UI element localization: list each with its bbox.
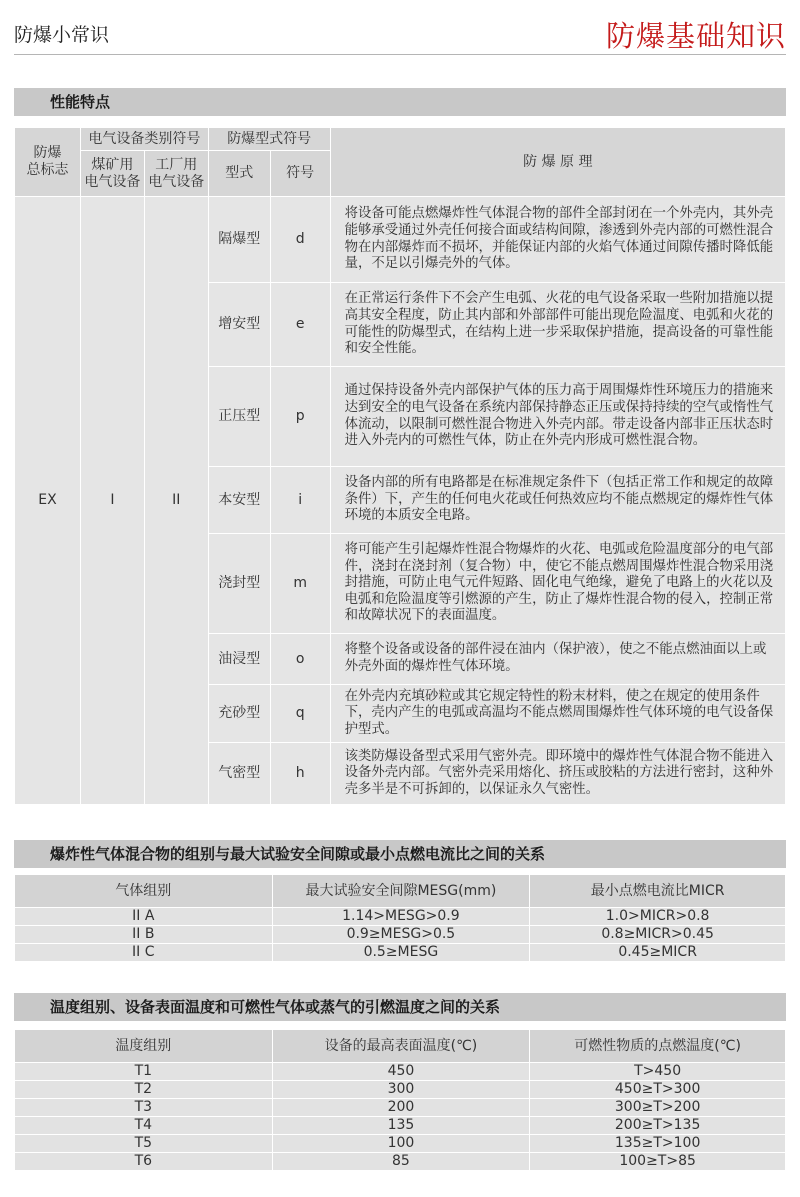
mining-value: I: [80, 197, 144, 805]
table-row: [15, 944, 786, 962]
header-mark: 防爆 总标志: [15, 128, 81, 197]
table-row: [15, 1117, 786, 1135]
principle-cell: 该类防爆设备型式采用气密外壳。即环境中的爆炸性气体混合物不能进入设备外壳内部。气密外壳采用熔化、挤压或胶粘的方法进行密封，这种外壳多半是不可拆卸的，以保证永久气密性。: [330, 743, 785, 805]
header-left-title: 防爆小常识: [14, 24, 110, 46]
gas-header-group: 气体组别: [15, 875, 273, 908]
table-row: [15, 1153, 786, 1171]
header-mining: 煤矿用 电气设备: [80, 151, 144, 197]
symbol-cell: i: [270, 467, 330, 534]
type-cell: 油浸型: [208, 634, 270, 685]
table-cell: 100≥T>85: [530, 1153, 786, 1171]
table-cell: 0.9≥MESG>0.5: [272, 926, 530, 944]
gas-group-table: [14, 874, 786, 962]
table-cell: 200≥T>135: [530, 1117, 786, 1135]
header-principle: 防 爆 原 理: [330, 128, 785, 197]
table-cell: T2: [15, 1081, 273, 1099]
table-row: [15, 1135, 786, 1153]
temp-header-surface: 设备的最高表面温度(℃): [272, 1030, 530, 1063]
header-divider: [14, 54, 786, 55]
mark-value: EX: [15, 197, 81, 805]
table-cell: T>450: [530, 1063, 786, 1081]
principle-cell: 将整个设备或设备的部件浸在油内（保护液），使之不能点燃油面以上或外壳外面的爆炸性气体环境。: [330, 634, 785, 685]
symbol-cell: e: [270, 283, 330, 367]
symbol-cell: m: [270, 534, 330, 634]
temperature-table: [14, 1029, 786, 1171]
table-row: [15, 1081, 786, 1099]
table-cell: 450: [272, 1063, 530, 1081]
symbol-cell: o: [270, 634, 330, 685]
type-cell: 正压型: [208, 367, 270, 467]
section3-title: 温度组别、设备表面温度和可燃性气体或蒸气的引燃温度之间的关系: [14, 993, 786, 1021]
table-cell: 300≥T>200: [530, 1099, 786, 1117]
symbol-cell: h: [270, 743, 330, 805]
header-factory: 工厂用 电气设备: [144, 151, 208, 197]
table-cell: 450≥T>300: [530, 1081, 786, 1099]
table-cell: 1.0>MICR>0.8: [530, 908, 786, 926]
type-cell: 隔爆型: [208, 197, 270, 283]
gas-header-micr: 最小点燃电流比MICR: [530, 875, 786, 908]
table-row: [15, 1099, 786, 1117]
table-cell: T5: [15, 1135, 273, 1153]
header-category-group: 电气设备类别符号: [80, 128, 208, 151]
gas-header-mesg: 最大试验安全间隙MESG(mm): [272, 875, 530, 908]
type-cell: 充砂型: [208, 685, 270, 743]
table-cell: 300: [272, 1081, 530, 1099]
symbol-cell: p: [270, 367, 330, 467]
type-cell: 浇封型: [208, 534, 270, 634]
header-right-title: 防爆基础知识: [605, 19, 786, 53]
table-cell: II A: [15, 908, 273, 926]
table-cell: T1: [15, 1063, 273, 1081]
table-cell: 200: [272, 1099, 530, 1117]
table-cell: T6: [15, 1153, 273, 1171]
header-type-group: 防爆型式符号: [208, 128, 330, 151]
principle-cell: 在正常运行条件下不会产生电弧、火花的电气设备采取一些附加措施以提高其安全程度，防止其内部和外部部件可能出现危险温度、电弧和火花的可能性的防爆型式，在结构上进一步采取保护措施，提高设备的可靠性能和安全性能。: [330, 283, 785, 367]
table-cell: 0.8≥MICR>0.45: [530, 926, 786, 944]
table-cell: II C: [15, 944, 273, 962]
table-cell: II B: [15, 926, 273, 944]
header-type: 型式: [208, 151, 270, 197]
table-cell: T3: [15, 1099, 273, 1117]
table-row: [15, 908, 786, 926]
table-cell: 135≥T>100: [530, 1135, 786, 1153]
temp-header-group: 温度组别: [15, 1030, 273, 1063]
section1-title: 性能特点: [14, 88, 786, 116]
performance-table: [14, 127, 786, 805]
section2-title: 爆炸性气体混合物的组别与最大试验安全间隙或最小点燃电流比之间的关系: [14, 840, 786, 868]
table-row: [15, 1063, 786, 1081]
table-cell: 1.14>MESG>0.9: [272, 908, 530, 926]
table-cell: T4: [15, 1117, 273, 1135]
principle-cell: 在外壳内充填砂粒或其它规定特性的粉末材料，使之在规定的使用条件下，壳内产生的电弧或高温均不能点燃周围爆炸性气体环境的电气设备保护型式。: [330, 685, 785, 743]
table-cell: 135: [272, 1117, 530, 1135]
principle-cell: 设备内部的所有电路都是在标准规定条件下（包括正常工作和规定的故障条件）下，产生的任何电火花或任何热效应均不能点燃规定的爆炸性气体环境的本质安全电路。: [330, 467, 785, 534]
header-symbol: 符号: [270, 151, 330, 197]
type-cell: 增安型: [208, 283, 270, 367]
table-row: [15, 926, 786, 944]
table-cell: 0.45≥MICR: [530, 944, 786, 962]
type-cell: 本安型: [208, 467, 270, 534]
symbol-cell: q: [270, 685, 330, 743]
factory-value: II: [144, 197, 208, 805]
table-cell: 85: [272, 1153, 530, 1171]
principle-cell: 将可能产生引起爆炸性混合物爆炸的火花、电弧或危险温度部分的电气部件，浇封在浇封剂（复合物）中，使它不能点燃周围爆炸性混合物采用浇封措施，可防止电气元件短路、固化电气绝缘，避免了电路上的火花以及电弧和危险温度等引燃源的产生，防止了爆炸性混合物的侵入，控制正常和故障状况下的表面温度。: [330, 534, 785, 634]
table-cell: 100: [272, 1135, 530, 1153]
principle-cell: 通过保持设备外壳内部保护气体的压力高于周围爆炸性环境压力的措施来达到安全的电气设备在系统内部保持静态正压或保持持续的空气或惰性气体流动，以限制可燃性混合物进入外壳内部。带走设备内部非正压状态时进入外壳内的可燃性气体，防止在外壳内形成可燃性混合物。: [330, 367, 785, 467]
symbol-cell: d: [270, 197, 330, 283]
type-cell: 气密型: [208, 743, 270, 805]
temp-header-ignition: 可燃性物质的点燃温度(℃): [530, 1030, 786, 1063]
table-cell: 0.5≥MESG: [272, 944, 530, 962]
principle-cell: 将设备可能点燃爆炸性气体混合物的部件全部封闭在一个外壳内，其外壳能够承受通过外壳任何接合面或结构间隙，渗透到外壳内部的可燃性混合物在内部爆炸而不损坏，并能保证内部的火焰气体通过间隙传播时降低能量，不足以引爆壳外的气体。: [330, 197, 785, 283]
